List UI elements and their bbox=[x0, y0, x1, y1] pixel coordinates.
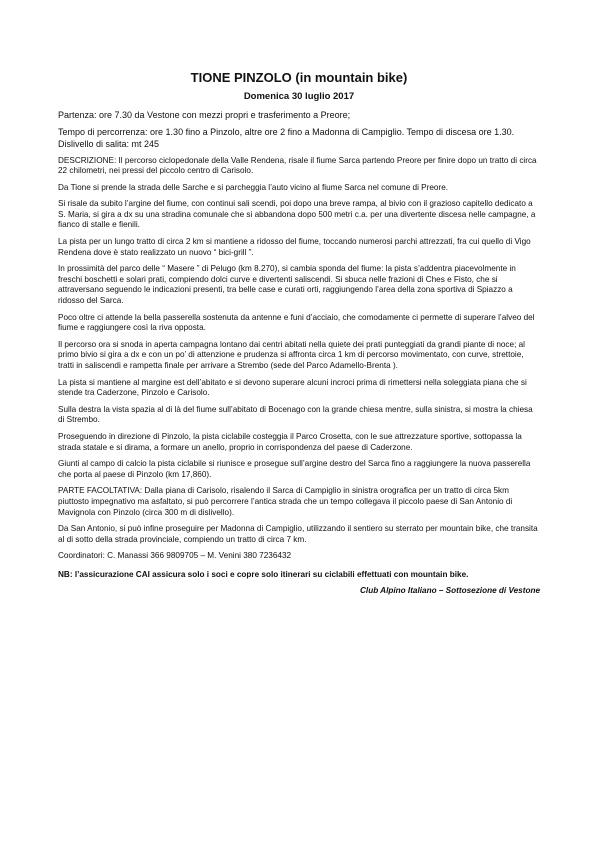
organization-signature: Club Alpino Italiano – Sottosezione di Vestone bbox=[360, 585, 540, 595]
body-paragraph: La pista per un lungo tratto di circa 2 km si mantiene a ridosso del fiume, toccando numerosi parchi attrezzati, fra cui quello di Vigo Rendena dove è stato realizzato un nuovo “ bici-grill ”. bbox=[58, 236, 531, 257]
body-paragraph: Il percorso ora si snoda in aperta campagna lontano dai centri abitati nella quiete dei prati punteggiati da grandi piante di noce; al primo bivio si gira a dx e con un po’ di attenzione e prudenza si affronta circa 1 km di percorso movimentato, con curve, strettoie, tratti in saliscendi e rampetta finale per arrivare a Strembo (sede del Parco Adamello-Brenta ). bbox=[58, 339, 525, 371]
travel-time-paragraph: Tempo di percorrenza: ore 1.30 fino a Pinzolo, altre ore 2 fino a Madonna di Campiglio. Tempo di discesa ore 1.30. Dislivello di salita: mt 245 bbox=[58, 127, 515, 149]
description-paragraph: DESCRIZIONE: Il percorso ciclopedonale della Valle Rendena, risale il fiume Sarca partendo Preore per finire dopo un tratto di circa 22 chilometri, nei pressi del piccolo centro di Carisolo. bbox=[58, 155, 537, 176]
body-paragraph: Da Tione si prende la strada delle Sarche e si parcheggia l’auto vicino al fiume Sarca nel comune di Preore. bbox=[58, 182, 449, 192]
body-paragraph: Sulla destra la vista spazia al di là del fiume sull’abitato di Bocenago con la grande chiesa mentre, sulla sinistra, si mostra la chiesa di Strembo. bbox=[58, 404, 533, 425]
optional-part-paragraph: PARTE FACOLTATIVA: Dalla piana di Carisolo, risalendo il Sarca di Campiglio in sinistra orografica per un tratto di circa 5km piuttosto impegnativo ma asfaltato, si può percorrere l’antica strada che un tempo collegava il piccolo paese di San Antonio di Mavignola con Pinzolo (circa 300 m di dislivello). bbox=[58, 485, 513, 517]
coordinators-paragraph: Coordinatori: C. Manassi 366 9809705 – M. Venini 380 7236432 bbox=[58, 550, 292, 560]
event-date: Domenica 30 luglio 2017 bbox=[243, 91, 355, 102]
body-paragraph: Poco oltre ci attende la bella passerella sostenuta da antenne e funi d’acciaio, che comodamente ci permette di superare l’alveo del fiume e raggiungere così la riva opposta. bbox=[58, 312, 535, 333]
body-paragraph: Si risale da subito l’argine del fiume, con continui sali scendi, poi dopo una breve rampa, al bivio con il grazioso capitello dedicato a S. Maria, si gira a dx su una stradina comunale che si abbandona dopo 500 metri c.a. per una divertente discesa nelle campagne, a fianco di stalle e fienili. bbox=[58, 198, 536, 230]
body-paragraph: In prossimità del parco delle “ Masere ” di Pelugo (km 8.270), si cambia sponda del fiume: la pista s’addentra piacevolmente in freschi boschetti e solari prati, compiendo dolci curve e divertenti saliscendi. Si sbuca nelle frazioni di Ches e Fisto, che si attraversano seguendo le indicazioni presenti, tra belle case e curati orti, raggiungendo l’area della zona sportiva di Spiazzo a ridosso del Sarca. bbox=[58, 263, 516, 306]
insurance-note: NB: l’assicurazione CAI assicura solo i soci e copre solo itinerari su ciclabili effettuati con mountain bike. bbox=[58, 569, 469, 579]
body-paragraph: La pista si mantiene al margine est dell’abitato e si devono superare alcuni incroci prima di rimettersi nella soleggiata piana che si stende tra Caderzone, Pinzolo e Carisolo. bbox=[58, 377, 527, 398]
body-paragraph: Da San Antonio, si può infine proseguire per Madonna di Campiglio, utilizzando il sentiero su sterrato per mountain bike, che transita al di sotto della strada provinciale, compiendo un tratto di circa 7 km. bbox=[58, 523, 538, 544]
document-title: TIONE PINZOLO (in mountain bike) bbox=[190, 70, 408, 85]
body-paragraph: Giunti al campo di calcio la pista ciclabile si riunisce e prosegue sull’argine destro del Sarca fino a raggiungere la nuova passerella che porta al paese di Pinzolo (km 17,860). bbox=[58, 458, 531, 479]
document-page bbox=[58, 70, 540, 596]
body-paragraph: Proseguendo in direzione di Pinzolo, la pista ciclabile costeggia il Parco Crosetta, con le sue attrezzature sportive, sottopassa la strada statale e si dirama, a formare un anello, proprio in corrispondenza del paese di Caderzone. bbox=[58, 431, 522, 452]
departure-paragraph: Partenza: ore 7.30 da Vestone con mezzi propri e trasferimento a Preore; bbox=[58, 110, 351, 120]
